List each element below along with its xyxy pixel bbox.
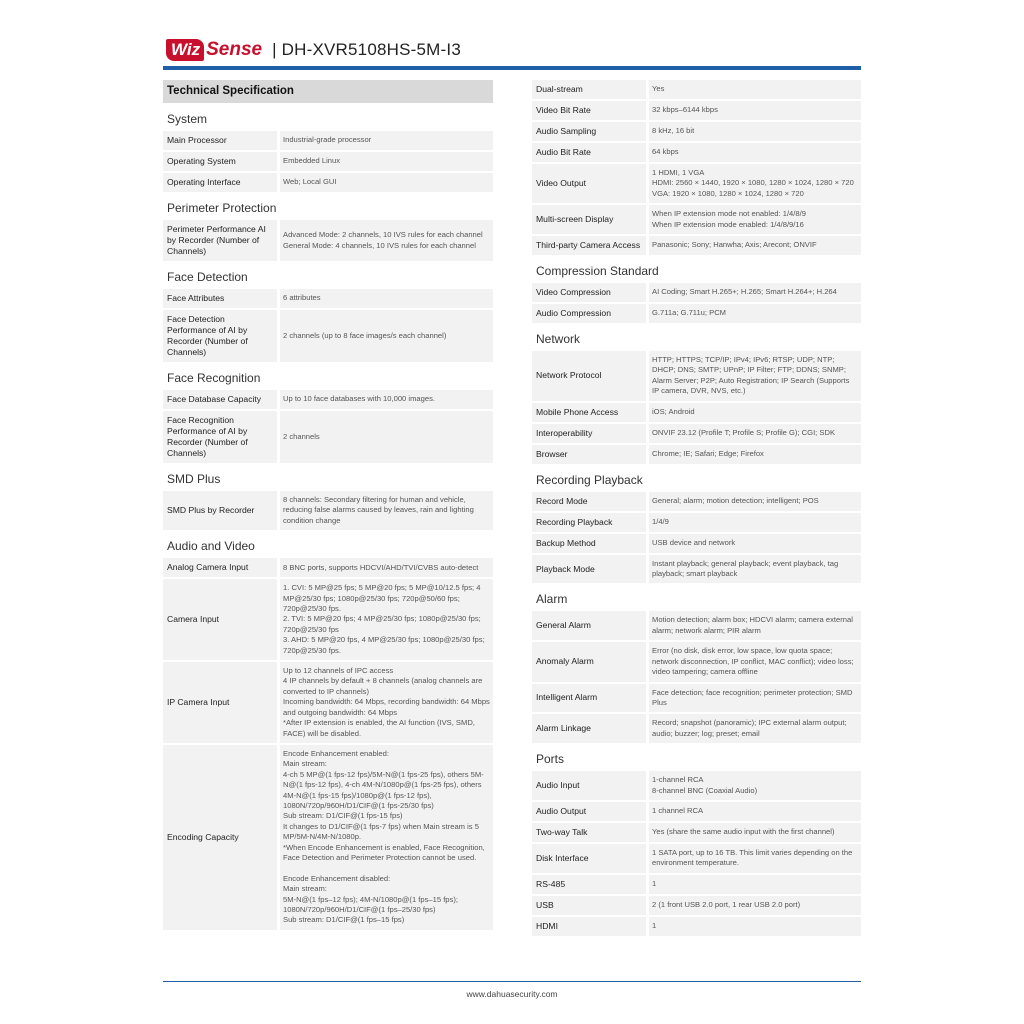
spec-row	[532, 802, 861, 821]
spec-row	[163, 491, 493, 530]
spec-value: USB device and network	[649, 534, 861, 553]
section-heading: Compression Standard	[536, 264, 659, 279]
spec-row	[163, 220, 493, 261]
spec-label: Multi-screen Display	[532, 205, 646, 234]
section-heading: SMD Plus	[167, 472, 221, 486]
spec-value: Yes (share the same audio input with the first channel)	[649, 823, 861, 842]
logo-wiz-text: Wiz	[166, 39, 204, 61]
spec-value: Encode Enhancement enabled: Main stream: 4-ch 5 MP@(1 fps-12 fps)/5M-N@(1 fps-25 fps), others 5M-N@(1 fps-12 fps), 4-ch 4M-N/1080p@(1 fps-25 fps), others 4M-N@(1 fps-15 fps)/1080p@(1 fps-12 fps), 1080N/720p/960H/D1/CIF@(1 fps-25/30 fps) Sub stream: D1/CIF@(1 fps-15 fps) It changes to D1/CIF@(1 fps-7 fps) when Main stream is 5 MP/5M-N/4M-N/1080p. *When Encode Enhancement is enabled, Face Recognition, Face Detection and Perimeter Protection cannot be used. Encode Enhancement disabled: Main stream: 5M-N@(1 fps–12 fps); 4M-N/1080p@(1 fps–15 fps); 1080N/720p/960H/D1/CIF@(1 fps–25/30 fps) Sub stream: D1/CIF@(1 fps–15 fps)	[280, 745, 493, 930]
spec-label: Audio Compression	[532, 304, 646, 323]
wizsense-logo	[166, 38, 262, 62]
spec-row	[532, 844, 861, 873]
spec-row	[532, 445, 861, 464]
spec-value: 6 attributes	[280, 289, 493, 308]
spec-value: General; alarm; motion detection; intelligent; POS	[649, 492, 861, 511]
spec-row	[532, 424, 861, 443]
spec-label: Playback Mode	[532, 555, 646, 584]
spec-row	[532, 283, 861, 302]
spec-label: General Alarm	[532, 611, 646, 640]
spec-label: HDMI	[532, 917, 646, 936]
spec-row	[532, 896, 861, 915]
spec-value: Embedded Linux	[280, 152, 493, 171]
spec-row	[163, 662, 493, 743]
model-title: | DH-XVR5108HS-5M-I3	[272, 40, 461, 59]
section-heading: Face Recognition	[167, 371, 261, 385]
spec-value: 1. CVI: 5 MP@25 fps; 5 MP@20 fps; 5 MP@10/12.5 fps; 4 MP@25/30 fps; 1080p@25/30 fps; 720p@50/60 fps; 720p@25/30 fps. 2. TVI: 5 MP@20 fps; 4 MP@25/30 fps; 1080p@25/30 fps; 720p@25/30 fps 3. AHD: 5 MP@20 fps, 4 MP@25/30 fps; 1080p@25/30 fps; 720p@25/30 fps.	[280, 579, 493, 660]
spec-value: Up to 10 face databases with 10,000 images.	[280, 390, 493, 409]
spec-row	[532, 684, 861, 713]
footer-url: www.dahuasecurity.com	[466, 989, 558, 999]
spec-value: Instant playback; general playback; event playback, tag playback; smart playback	[649, 555, 861, 584]
spec-title: Technical Specification	[163, 80, 493, 103]
section-heading: Ports	[536, 752, 565, 767]
spec-value: 8 kHz, 16 bit	[649, 122, 861, 141]
spec-label: Backup Method	[532, 534, 646, 553]
spec-label: Browser	[532, 445, 646, 464]
section-heading: Audio and Video	[167, 539, 255, 554]
spec-value: HTTP; HTTPS; TCP/IP; IPv4; IPv6; RTSP; UDP; NTP; DHCP; DNS; SMTP; UPnP; IP Filter; FTP; DDNS; SNMP; Alarm Server; P2P; Auto Registration; IP Search (Supports IP camera, DVR, NVS, etc.)	[649, 351, 861, 401]
spec-label: Face Attributes	[163, 289, 277, 308]
spec-value: Face detection; face recognition; perimeter protection; SMD Plus	[649, 684, 861, 713]
spec-row	[532, 101, 861, 120]
spec-row	[532, 122, 861, 141]
spec-label: Anomaly Alarm	[532, 642, 646, 681]
spec-row	[532, 555, 861, 584]
spec-value: Advanced Mode: 2 channels, 10 IVS rules for each channel General Mode: 4 channels, 10 IVS rules for each channel	[280, 220, 493, 261]
spec-label: Intelligent Alarm	[532, 684, 646, 713]
spec-value: Up to 12 channels of IPC access 4 IP channels by default + 8 channels (analog channels are converted to IP channels) Incoming bandwidth: 64 Mbps, recording bandwidth: 64 Mbps and outgoing bandwidth: 64 Mbps *After IP extension is enabled, the AI function (IVS, SMD, FACE) will be disabled.	[280, 662, 493, 743]
spec-label: Face Recognition Performance of AI by Recorder (Number of Channels)	[163, 411, 277, 463]
spec-label: Video Output	[532, 164, 646, 203]
spec-label: Two-way Talk	[532, 823, 646, 842]
spec-value: AI Coding; Smart H.265+; H.265; Smart H.264+; H.264	[649, 283, 861, 302]
spec-label: Recording Playback	[532, 513, 646, 532]
spec-label: Camera Input	[163, 579, 277, 660]
spec-row	[163, 131, 493, 150]
spec-label: USB	[532, 896, 646, 915]
spec-label: Analog Camera Input	[163, 558, 277, 577]
spec-row	[163, 390, 493, 409]
spec-value: Chrome; IE; Safari; Edge; Firefox	[649, 445, 861, 464]
spec-value: Yes	[649, 80, 861, 99]
spec-row	[532, 771, 861, 800]
spec-row	[532, 143, 861, 162]
spec-value: 1/4/9	[649, 513, 861, 532]
spec-label: Mobile Phone Access	[532, 403, 646, 422]
logo-sense-text: Sense	[206, 39, 263, 60]
spec-value: When IP extension mode not enabled: 1/4/8/9 When IP extension mode enabled: 1/4/8/9/16	[649, 205, 861, 234]
spec-label: Disk Interface	[532, 844, 646, 873]
footer-divider	[163, 981, 861, 982]
section-heading: Alarm	[536, 592, 568, 607]
section-heading: Face Detection	[167, 270, 248, 284]
spec-row	[532, 534, 861, 553]
spec-label: Audio Sampling	[532, 122, 646, 141]
spec-label: Interoperability	[532, 424, 646, 443]
left-column	[163, 80, 493, 932]
spec-row	[532, 917, 861, 936]
spec-row	[532, 642, 861, 681]
spec-row	[532, 236, 861, 255]
spec-row	[163, 745, 493, 930]
section-heading: System	[167, 112, 208, 126]
spec-label: Face Detection Performance of AI by Recorder (Number of Channels)	[163, 310, 277, 362]
spec-label: Perimeter Performance AI by Recorder (Number of Channels)	[163, 220, 277, 261]
spec-value: Record; snapshot (panoramic); IPC external alarm output; audio; buzzer; log; preset; email	[649, 714, 861, 743]
spec-value: 1	[649, 875, 861, 894]
spec-value: 2 (1 front USB 2.0 port, 1 rear USB 2.0 port)	[649, 896, 861, 915]
spec-value: 1 SATA port, up to 16 TB. This limit varies depending on the environment temperature.	[649, 844, 861, 873]
spec-value: 2 channels	[280, 411, 493, 463]
spec-label: Alarm Linkage	[532, 714, 646, 743]
spec-row	[532, 513, 861, 532]
spec-row	[163, 289, 493, 308]
spec-row	[532, 164, 861, 203]
spec-row	[163, 152, 493, 171]
page-header	[166, 36, 461, 64]
spec-label: RS-485	[532, 875, 646, 894]
spec-row	[163, 310, 493, 362]
spec-row	[532, 205, 861, 234]
spec-row	[532, 492, 861, 511]
spec-row	[532, 714, 861, 743]
spec-row	[163, 411, 493, 463]
spec-label: Video Compression	[532, 283, 646, 302]
spec-value: G.711a; G.711u; PCM	[649, 304, 861, 323]
spec-value: Web; Local GUI	[280, 173, 493, 192]
spec-label: Third-party Camera Access	[532, 236, 646, 255]
spec-value: 8 BNC ports, supports HDCVI/AHD/TVI/CVBS auto-detect	[280, 558, 493, 577]
section-heading: Network	[536, 332, 581, 347]
spec-row	[532, 875, 861, 894]
spec-label: Operating Interface	[163, 173, 277, 192]
spec-value: Error (no disk, disk error, low space, low quota space; network disconnection, IP conflict, MAC conflict); video loss; video tampering; camera offline	[649, 642, 861, 681]
section-heading: Recording Playback	[536, 472, 643, 487]
spec-label: Audio Input	[532, 771, 646, 800]
spec-row	[163, 558, 493, 577]
spec-value: 1 channel RCA	[649, 802, 861, 821]
spec-row	[532, 304, 861, 323]
spec-value: ONVIF 23.12 (Profile T; Profile S; Profile G); CGI; SDK	[649, 424, 861, 443]
spec-row	[532, 351, 861, 401]
spec-label: Operating System	[163, 152, 277, 171]
section-heading: Perimeter Protection	[167, 201, 277, 215]
right-column	[532, 80, 861, 938]
spec-row	[532, 80, 861, 99]
spec-row	[163, 579, 493, 660]
spec-label: IP Camera Input	[163, 662, 277, 743]
spec-value: 8 channels: Secondary filtering for human and vehicle, reducing false alarms caused by leaves, rain and lighting condition change	[280, 491, 493, 530]
spec-value: Motion detection; alarm box; HDCVI alarm; camera external alarm; network alarm; PIR alarm	[649, 611, 861, 640]
spec-label: Main Processor	[163, 131, 277, 150]
spec-row	[532, 403, 861, 422]
spec-value: Panasonic; Sony; Hanwha; Axis; Arecont; ONVIF	[649, 236, 861, 255]
spec-label: Dual-stream	[532, 80, 646, 99]
spec-row	[532, 823, 861, 842]
spec-value: 64 kbps	[649, 143, 861, 162]
spec-label: Audio Output	[532, 802, 646, 821]
spec-label: SMD Plus by Recorder	[163, 491, 277, 530]
spec-label: Video Bit Rate	[532, 101, 646, 120]
spec-value: 1-channel RCA 8-channel BNC (Coaxial Audio)	[649, 771, 861, 800]
spec-label: Audio Bit Rate	[532, 143, 646, 162]
spec-label: Network Protocol	[532, 351, 646, 401]
spec-value: Industrial-grade processor	[280, 131, 493, 150]
spec-value: iOS; Android	[649, 403, 861, 422]
spec-value: 2 channels (up to 8 face images/s each channel)	[280, 310, 493, 362]
spec-value: 1 HDMI, 1 VGA HDMI: 2560 × 1440, 1920 × 1080, 1280 × 1024, 1280 × 720 VGA: 1920 × 1080, 1280 × 1024, 1280 × 720	[649, 164, 861, 203]
spec-row	[163, 173, 493, 192]
spec-row	[532, 611, 861, 640]
header-divider	[163, 66, 861, 70]
spec-value: 1	[649, 917, 861, 936]
spec-label: Record Mode	[532, 492, 646, 511]
spec-value: 32 kbps–6144 kbps	[649, 101, 861, 120]
spec-label: Face Database Capacity	[163, 390, 277, 409]
spec-label: Encoding Capacity	[163, 745, 277, 930]
